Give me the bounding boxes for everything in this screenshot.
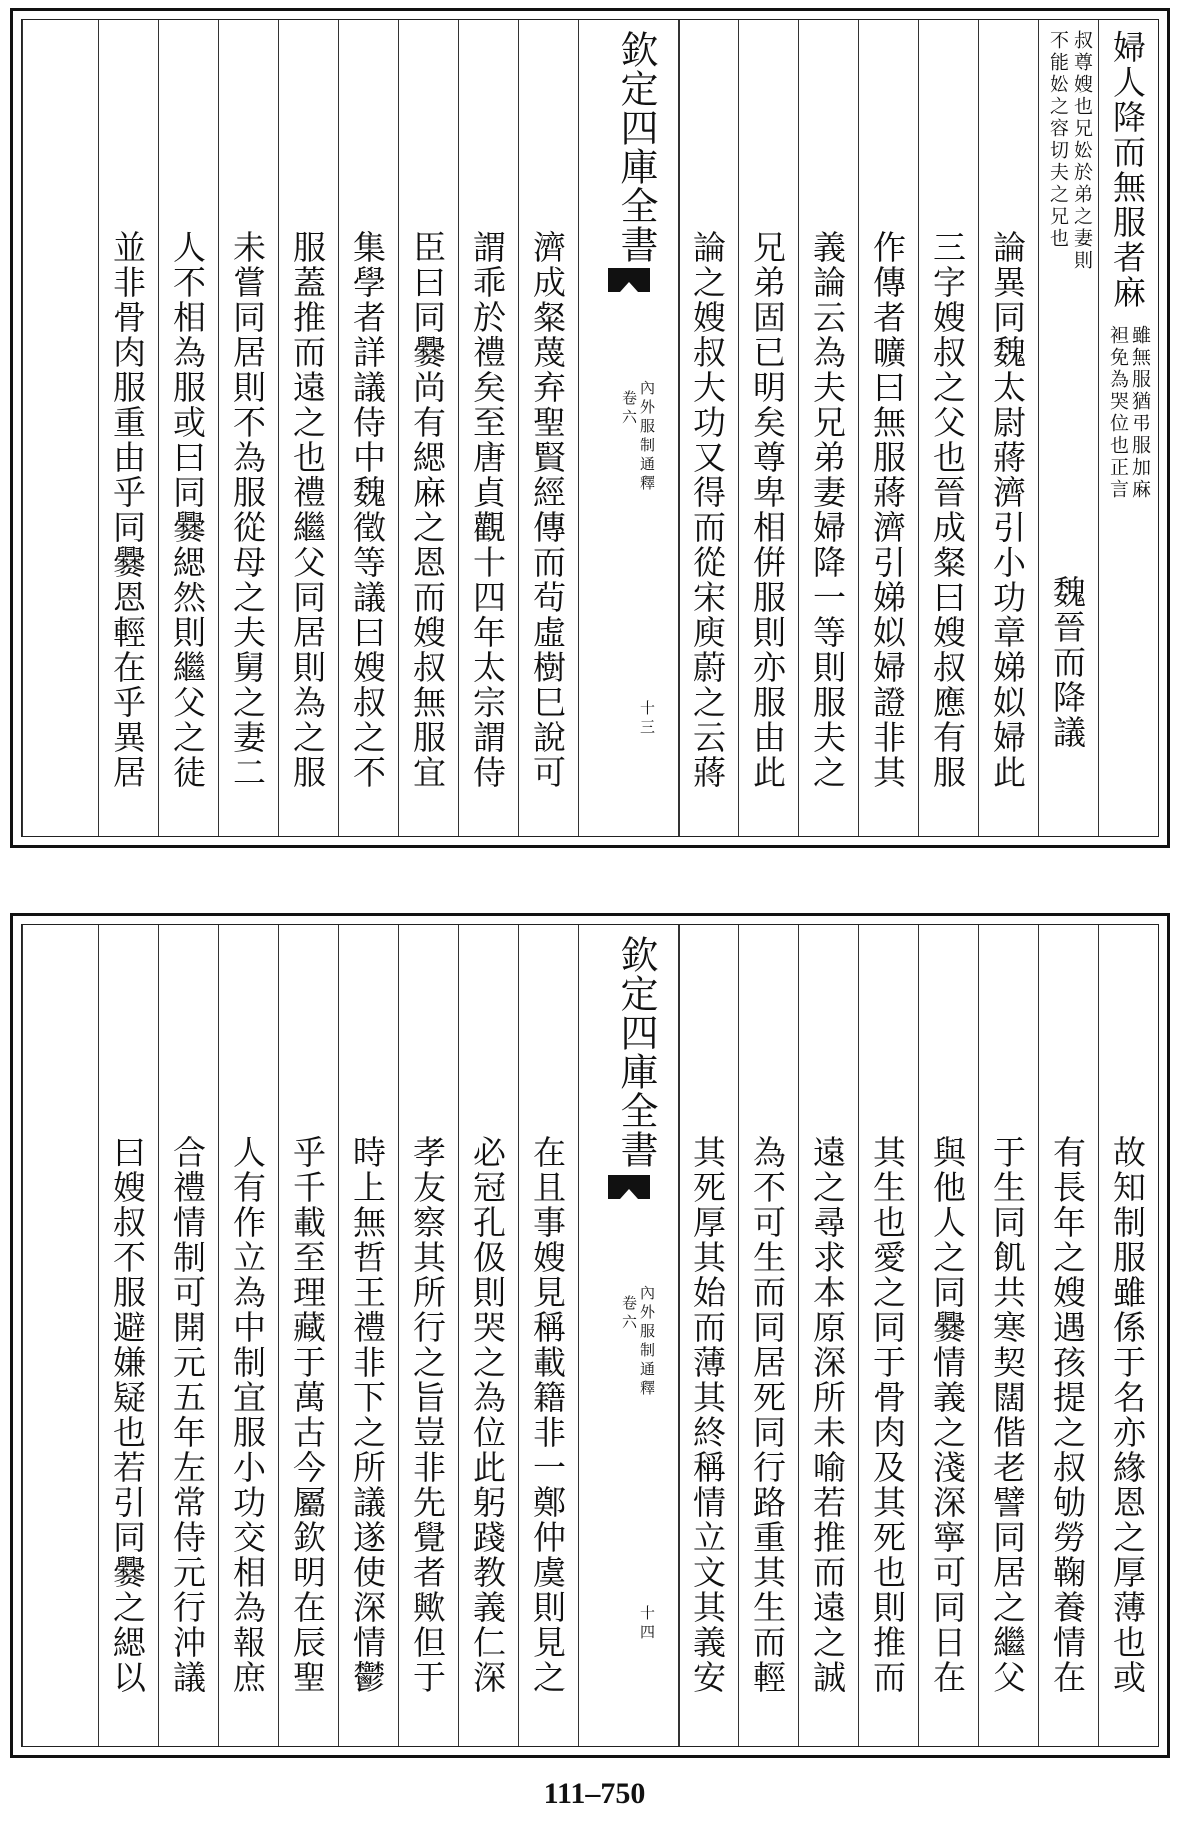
- top-col-15: [158, 20, 218, 836]
- bottom-col-15-text: 合禮情制可開元五年左常侍元行沖議: [168, 1135, 207, 1695]
- top-fish-tail: [608, 268, 650, 292]
- bottom-fish-section: 內外服制通釋: [638, 1285, 656, 1399]
- bottom-col-16-text: 曰嫂叔不服避嫌疑也若引同爨之緦以: [108, 1135, 147, 1695]
- bottom-col-14-text: 人有作立為中制宜服小功交相為報庶: [228, 1135, 267, 1695]
- bottom-page-frame: [21, 924, 1159, 1747]
- bottom-col-8: [678, 925, 738, 1746]
- top-fish-section: 內外服制通釋: [638, 380, 656, 494]
- bottom-col-5-text: 其生也愛之同于骨肉及其死也則推而: [868, 1135, 907, 1695]
- top-col-5: [858, 20, 918, 836]
- bottom-col-margin: [22, 925, 98, 1746]
- top-col-1-note-left: 袒免為哭位也正言: [1106, 325, 1129, 501]
- top-col-7: [738, 20, 798, 836]
- top-col-5-text: 作傳者曠曰無服蔣濟引娣姒婦證非其: [868, 230, 907, 790]
- top-col-2-text: 魏晉而降議: [1048, 575, 1087, 750]
- top-col-3-text: 論異同魏太尉蔣濟引小功章娣姒婦此: [988, 230, 1027, 790]
- bottom-col-2-text: 有長年之嫂遇孩提之叔劬勞鞠養情在: [1048, 1135, 1087, 1695]
- bottom-fish-folio: 十四: [638, 1605, 656, 1643]
- top-fish-folio: 十三: [638, 700, 656, 738]
- bottom-col-13-text: 乎千載至理藏于萬古今屬欽明在辰聖: [288, 1135, 327, 1695]
- bottom-col-7: [738, 925, 798, 1746]
- bottom-col-11: [398, 925, 458, 1746]
- bottom-col-11-text: 孝友察其所行之旨豈非先覺者歟但于: [408, 1135, 447, 1695]
- top-col-14-text: 未嘗同居則不為服從母之夫舅之妻二: [228, 230, 267, 790]
- bottom-col-10-text: 必冠孔伋則哭之為位此躬踐教義仁深: [468, 1135, 507, 1695]
- bottom-col-7-text: 為不可生而同居死同行路重其生而輕: [748, 1135, 787, 1695]
- top-col-9: [518, 20, 578, 836]
- bottom-col-12: [338, 925, 398, 1746]
- top-col-2-note-right: 叔尊嫂也兄妐於弟之妻則: [1070, 30, 1093, 272]
- top-col-11: [398, 20, 458, 836]
- top-page: [10, 8, 1170, 848]
- top-col-3: [978, 20, 1038, 836]
- bottom-col-14: [218, 925, 278, 1746]
- top-header-title: 欽定四庫全書: [614, 30, 658, 264]
- top-center-fold: [578, 20, 680, 836]
- top-fish-juan: 卷六: [620, 390, 638, 428]
- bottom-col-12-text: 時上無哲王禮非下之所議遂使深情鬱: [348, 1135, 387, 1695]
- bottom-page: [10, 913, 1170, 1758]
- bottom-col-4-text: 與他人之同爨情義之淺深寧可同日在: [928, 1135, 967, 1695]
- top-col-16-text: 並非骨肉服重由乎同爨恩輕在乎異居: [108, 230, 147, 790]
- top-col-7-text: 兄弟固已明矣尊卑相倂服則亦服由此: [748, 230, 787, 790]
- folio-number: 111–750: [543, 1777, 646, 1810]
- top-col-4-text: 三字嫂叔之父也晉成粲曰嫂叔應有服: [928, 230, 967, 790]
- bottom-col-8-text: 其死厚其始而薄其終稱情立文其義安: [688, 1135, 727, 1695]
- top-col-9-text: 濟成粲蔑弃聖賢經傳而茍虛樹巳說可: [528, 230, 567, 790]
- bottom-col-16: [98, 925, 158, 1746]
- bottom-col-13: [278, 925, 338, 1746]
- top-col-11-text: 臣曰同爨尚有緦麻之恩而嫂叔無服宜: [408, 230, 447, 790]
- top-col-2: [1038, 20, 1098, 836]
- bottom-col-6-text: 遠之尋求本原深所未喻若推而遠之誠: [808, 1135, 847, 1695]
- bottom-col-1-text: 故知制服雖係于名亦緣恩之厚薄也或: [1108, 1135, 1147, 1695]
- bottom-header-title: 欽定四庫全書: [614, 935, 658, 1169]
- bottom-col-9: [518, 925, 578, 1746]
- top-col-1-note-right: 雖無服猶弔服加麻: [1128, 325, 1151, 501]
- bottom-fish-juan: 卷六: [620, 1295, 638, 1333]
- bottom-col-1: [1098, 925, 1158, 1746]
- top-col-13-text: 服蓋推而遠之也禮繼父同居則為之服: [288, 230, 327, 790]
- top-col-6-text: 義論云為夫兄弟妻婦降一等則服夫之: [808, 230, 847, 790]
- bottom-col-15: [158, 925, 218, 1746]
- top-col-12-text: 集學者詳議侍中魏徵等議曰嫂叔之不: [348, 230, 387, 790]
- top-col-1: [1098, 20, 1158, 836]
- bottom-col-3: [978, 925, 1038, 1746]
- top-col-10-text: 謂乖於禮矣至唐貞觀十四年太宗謂侍: [468, 230, 507, 790]
- bottom-col-3-text: 于生同飢共寒契闊偕老譬同居之繼父: [988, 1135, 1027, 1695]
- top-col-10: [458, 20, 518, 836]
- bottom-col-5: [858, 925, 918, 1746]
- top-col-8: [678, 20, 738, 836]
- top-col-15-text: 人不相為服或曰同爨緦然則繼父之徒: [168, 230, 207, 790]
- bottom-fish-tail: [608, 1175, 650, 1199]
- top-col-12: [338, 20, 398, 836]
- top-col-6: [798, 20, 858, 836]
- top-col-1-text: 婦人降而無服者麻: [1108, 30, 1147, 310]
- bottom-col-10: [458, 925, 518, 1746]
- top-col-2-note-left: 不能妐之容切夫之兄也: [1046, 30, 1069, 250]
- top-page-frame: [21, 19, 1159, 837]
- top-col-14: [218, 20, 278, 836]
- bottom-col-4: [918, 925, 978, 1746]
- bottom-col-6: [798, 925, 858, 1746]
- top-col-margin: [22, 20, 98, 836]
- bottom-col-9-text: 在且事嫂見稱載籍非一鄭仲虞則見之: [528, 1135, 567, 1695]
- top-col-8-text: 論之嫂叔大功又得而從宋庾蔚之云蔣: [688, 230, 727, 790]
- bottom-col-2: [1038, 925, 1098, 1746]
- bottom-center-fold: [578, 925, 680, 1746]
- top-col-16: [98, 20, 158, 836]
- top-col-13: [278, 20, 338, 836]
- top-col-4: [918, 20, 978, 836]
